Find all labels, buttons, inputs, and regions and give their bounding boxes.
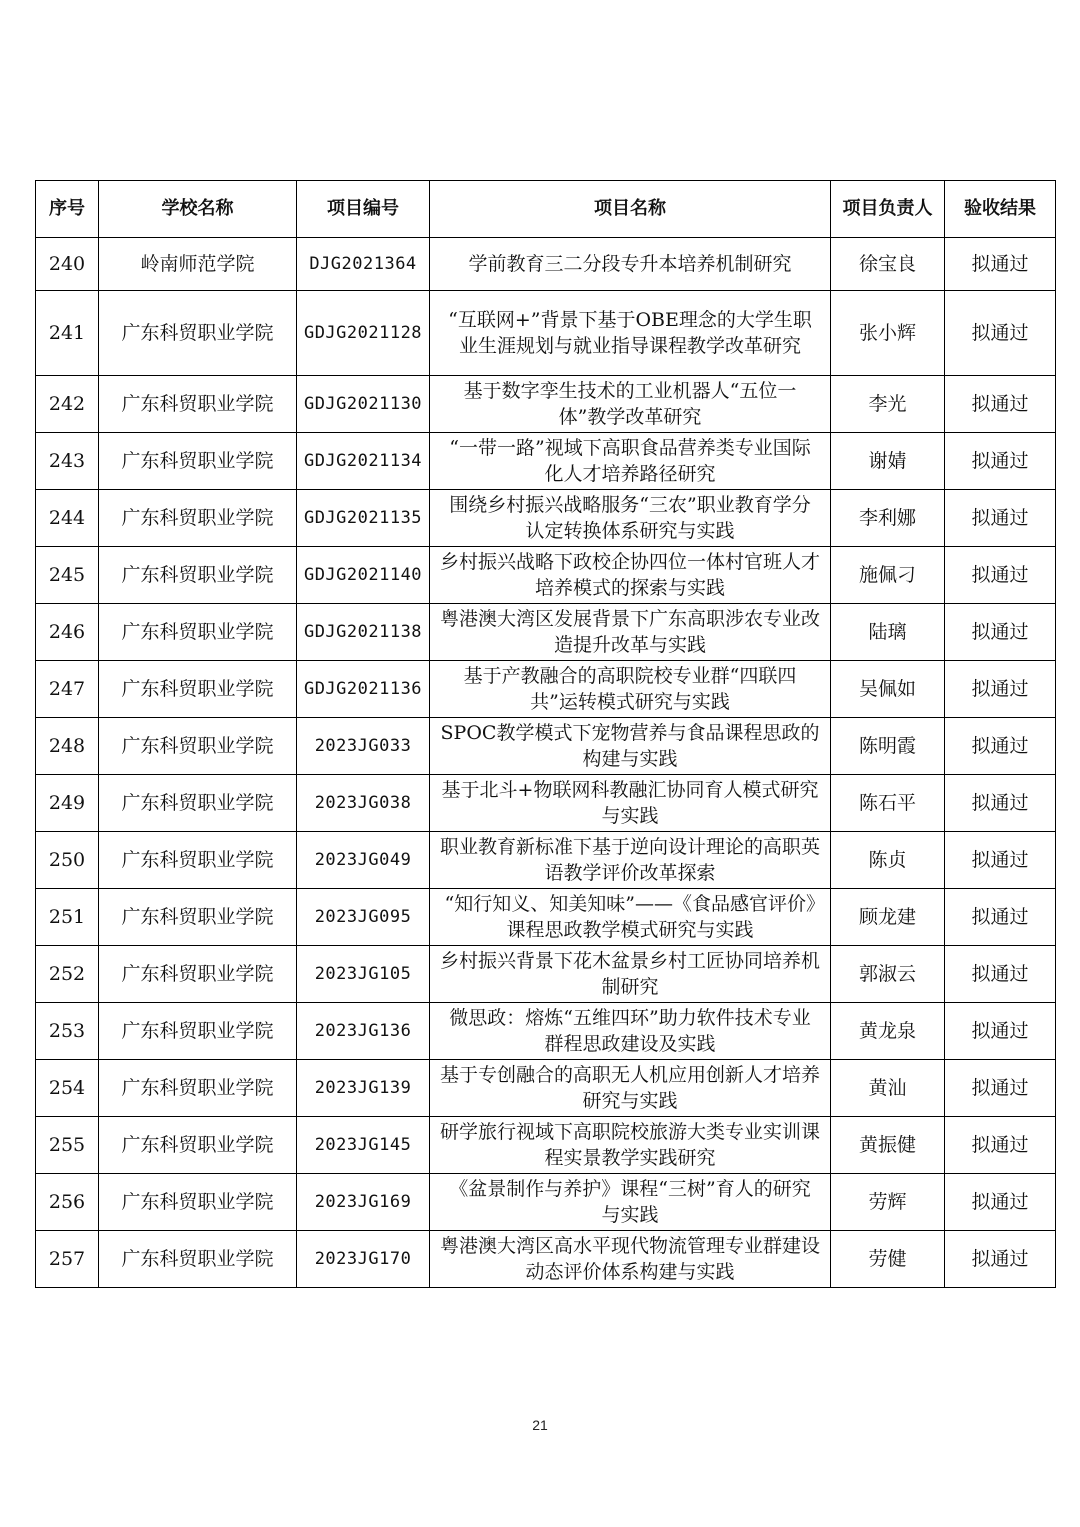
cell-seq: 245 [36,547,99,604]
table-row [36,376,1056,433]
table-row [36,775,1056,832]
cell-result: 拟通过 [945,832,1056,889]
cell-title: 粤港澳大湾区发展背景下广东高职涉农专业改造提升改革与实践 [430,604,831,661]
cell-leader: 黄汕 [831,1060,945,1117]
cell-leader: 陆璃 [831,604,945,661]
cell-result: 拟通过 [945,1003,1056,1060]
cell-school: 广东科贸职业学院 [99,718,297,775]
cell-seq: 252 [36,946,99,1003]
cell-seq: 242 [36,376,99,433]
cell-seq: 249 [36,775,99,832]
cell-leader: 黄振健 [831,1117,945,1174]
cell-result: 拟通过 [945,718,1056,775]
table-row [36,1060,1056,1117]
cell-code: 2023JG169 [297,1174,430,1231]
cell-school: 广东科贸职业学院 [99,1231,297,1288]
cell-code: 2023JG033 [297,718,430,775]
table-row [36,1003,1056,1060]
cell-school: 广东科贸职业学院 [99,832,297,889]
header-school: 学校名称 [99,181,297,238]
cell-seq: 257 [36,1231,99,1288]
cell-leader: 徐宝良 [831,238,945,291]
cell-code: 2023JG136 [297,1003,430,1060]
header-seq: 序号 [36,181,99,238]
cell-result: 拟通过 [945,490,1056,547]
cell-leader: 李利娜 [831,490,945,547]
cell-title: “一带一路”视域下高职食品营养类专业国际化人才培养路径研究 [430,433,831,490]
cell-school: 广东科贸职业学院 [99,291,297,376]
cell-title: 职业教育新标准下基于逆向设计理论的高职英语教学评价改革探索 [430,832,831,889]
cell-leader: 陈明霞 [831,718,945,775]
cell-code: GDJG2021140 [297,547,430,604]
table-row [36,1231,1056,1288]
table-row [36,1174,1056,1231]
table-row [36,889,1056,946]
table-row [36,604,1056,661]
cell-title: 微思政：熔炼“五维四环”助力软件技术专业群程思政建设及实践 [430,1003,831,1060]
cell-title: “互联网+”背景下基于OBE理念的大学生职业生涯规划与就业指导课程教学改革研究 [430,291,831,376]
cell-code: 2023JG049 [297,832,430,889]
cell-code: 2023JG170 [297,1231,430,1288]
header-code: 项目编号 [297,181,430,238]
cell-result: 拟通过 [945,291,1056,376]
cell-school: 广东科贸职业学院 [99,433,297,490]
cell-seq: 253 [36,1003,99,1060]
cell-seq: 254 [36,1060,99,1117]
header-leader: 项目负责人 [831,181,945,238]
table-row [36,946,1056,1003]
cell-seq: 244 [36,490,99,547]
cell-school: 岭南师范学院 [99,238,297,291]
cell-result: 拟通过 [945,661,1056,718]
cell-code: GDJG2021138 [297,604,430,661]
cell-code: 2023JG038 [297,775,430,832]
table-body [36,238,1056,1288]
table-row [36,433,1056,490]
cell-code: 2023JG139 [297,1060,430,1117]
cell-seq: 250 [36,832,99,889]
cell-title: 围绕乡村振兴战略服务“三农”职业教育学分认定转换体系研究与实践 [430,490,831,547]
cell-school: 广东科贸职业学院 [99,547,297,604]
cell-result: 拟通过 [945,433,1056,490]
cell-result: 拟通过 [945,1117,1056,1174]
cell-result: 拟通过 [945,238,1056,291]
cell-leader: 郭淑云 [831,946,945,1003]
cell-seq: 243 [36,433,99,490]
cell-seq: 240 [36,238,99,291]
cell-school: 广东科贸职业学院 [99,946,297,1003]
cell-title: 基于专创融合的高职无人机应用创新人才培养研究与实践 [430,1060,831,1117]
cell-school: 广东科贸职业学院 [99,376,297,433]
cell-leader: 施佩刁 [831,547,945,604]
cell-title: 乡村振兴背景下花木盆景乡村工匠协同培养机制研究 [430,946,831,1003]
cell-leader: 顾龙建 [831,889,945,946]
cell-result: 拟通过 [945,376,1056,433]
cell-code: 2023JG105 [297,946,430,1003]
cell-code: GDJG2021128 [297,291,430,376]
cell-result: 拟通过 [945,946,1056,1003]
cell-result: 拟通过 [945,889,1056,946]
cell-title: 乡村振兴战略下政校企协四位一体村官班人才培养模式的探索与实践 [430,547,831,604]
cell-title: 《盆景制作与养护》课程“三树”育人的研究与实践 [430,1174,831,1231]
cell-result: 拟通过 [945,547,1056,604]
cell-result: 拟通过 [945,1060,1056,1117]
cell-leader: 劳健 [831,1231,945,1288]
cell-code: GDJG2021136 [297,661,430,718]
cell-result: 拟通过 [945,604,1056,661]
cell-result: 拟通过 [945,1174,1056,1231]
cell-code: GDJG2021130 [297,376,430,433]
cell-title: 基于北斗+物联网科教融汇协同育人模式研究与实践 [430,775,831,832]
cell-seq: 241 [36,291,99,376]
cell-school: 广东科贸职业学院 [99,604,297,661]
cell-result: 拟通过 [945,775,1056,832]
cell-title: 学前教育三二分段专升本培养机制研究 [430,238,831,291]
cell-leader: 陈石平 [831,775,945,832]
cell-title: SPOC教学模式下宠物营养与食品课程思政的构建与实践 [430,718,831,775]
header-row [36,181,1056,238]
cell-leader: 吴佩如 [831,661,945,718]
table-row [36,832,1056,889]
cell-school: 广东科贸职业学院 [99,889,297,946]
page-number: 21 [532,1417,548,1433]
cell-seq: 251 [36,889,99,946]
cell-title: 基于数字孪生技术的工业机器人“五位一体”教学改革研究 [430,376,831,433]
table-row [36,547,1056,604]
cell-code: DJG2021364 [297,238,430,291]
table-header [36,181,1056,238]
cell-code: 2023JG095 [297,889,430,946]
header-result: 验收结果 [945,181,1056,238]
cell-leader: 张小辉 [831,291,945,376]
cell-school: 广东科贸职业学院 [99,775,297,832]
cell-leader: 黄龙泉 [831,1003,945,1060]
cell-school: 广东科贸职业学院 [99,1003,297,1060]
table-row [36,1117,1056,1174]
cell-school: 广东科贸职业学院 [99,1174,297,1231]
cell-code: GDJG2021134 [297,433,430,490]
cell-result: 拟通过 [945,1231,1056,1288]
cell-code: GDJG2021135 [297,490,430,547]
cell-seq: 256 [36,1174,99,1231]
cell-school: 广东科贸职业学院 [99,1117,297,1174]
table-row [36,661,1056,718]
cell-leader: 谢婧 [831,433,945,490]
results-sheet [35,180,1055,1288]
cell-code: 2023JG145 [297,1117,430,1174]
cell-title: 粤港澳大湾区高水平现代物流管理专业群建设动态评价体系构建与实践 [430,1231,831,1288]
table-row [36,238,1056,291]
table-row [36,490,1056,547]
cell-leader: 李光 [831,376,945,433]
table-row [36,291,1056,376]
cell-leader: 劳辉 [831,1174,945,1231]
cell-title: 基于产教融合的高职院校专业群“四联四共”运转模式研究与实践 [430,661,831,718]
cell-title: 研学旅行视域下高职院校旅游大类专业实训课程实景教学实践研究 [430,1117,831,1174]
cell-seq: 246 [36,604,99,661]
header-title: 项目名称 [430,181,831,238]
cell-school: 广东科贸职业学院 [99,1060,297,1117]
cell-seq: 255 [36,1117,99,1174]
cell-seq: 247 [36,661,99,718]
table-row [36,718,1056,775]
cell-title: “知行知义、知美知味”——《食品感官评价》课程思政教学模式研究与实践 [430,889,831,946]
project-acceptance-table [35,180,1056,1288]
cell-school: 广东科贸职业学院 [99,490,297,547]
cell-seq: 248 [36,718,99,775]
cell-school: 广东科贸职业学院 [99,661,297,718]
cell-leader: 陈贞 [831,832,945,889]
